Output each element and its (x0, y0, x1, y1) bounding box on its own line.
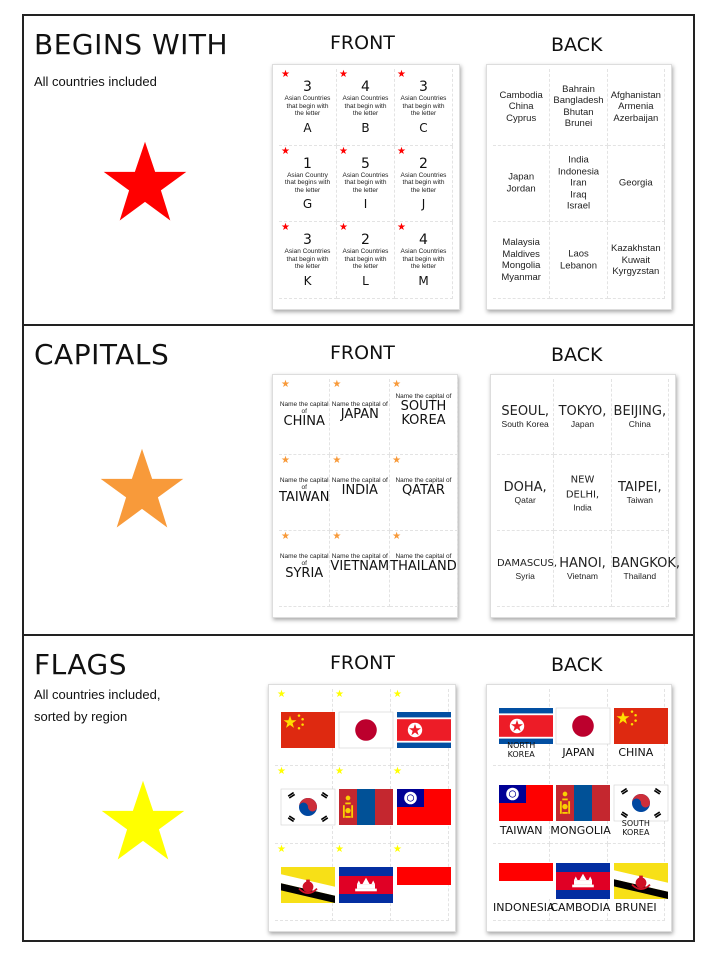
back-column-header: BACK (551, 344, 603, 366)
orange-star-icon: ★ (392, 379, 402, 390)
capital-prompt: Name the capital of (395, 393, 452, 400)
back-card (612, 455, 669, 531)
skorea-flag-icon (614, 785, 668, 821)
country-name: Mongolia (501, 260, 541, 272)
indonesia-flag-icon (499, 863, 553, 899)
capital-prompt: Name the capital of (395, 477, 452, 484)
capital-prompt: Name the capital of (331, 401, 388, 408)
back-card (550, 689, 607, 766)
front-card (279, 379, 330, 455)
back-card (497, 455, 554, 531)
front-card (391, 844, 449, 921)
mongolia-flag-icon (556, 785, 610, 821)
country-name: Cambodia (499, 89, 543, 101)
country-name: QATAR (401, 483, 445, 498)
red-star-icon: ★ (281, 145, 290, 157)
front-card (333, 689, 391, 766)
red-star-icon: ★ (339, 69, 348, 80)
country-name: BRUNEI (614, 901, 657, 914)
front-card (275, 689, 333, 766)
nkorea-flag-icon (499, 708, 553, 744)
capital-name: BANGKOK, (611, 555, 680, 571)
yellow-star-icon: ★ (393, 843, 402, 855)
front-card (390, 379, 458, 455)
yellow-star-icon: ★ (335, 689, 344, 700)
country-name: Taiwan (626, 494, 654, 505)
capital-prompt: Name the capital of (279, 553, 329, 567)
section-subtitle: All countries included (34, 74, 157, 89)
yellow-star-icon: ★ (335, 843, 344, 855)
country-name: JAPAN (562, 746, 595, 760)
back-card (493, 69, 550, 146)
yellow-star-icon: ★ (277, 689, 286, 700)
country-name: Maldives (502, 248, 540, 260)
country-name: China (628, 418, 651, 429)
skorea-flag-icon (281, 789, 335, 825)
orange-star-icon: ★ (281, 455, 290, 466)
back-card (550, 69, 607, 146)
capital-prompt: Name the capital of (331, 553, 388, 560)
back-card (608, 766, 665, 843)
red-star-icon: ★ (339, 222, 348, 234)
country-name: Azerbaijan (613, 112, 659, 124)
country-name: India (568, 154, 589, 166)
china-flag-icon (614, 708, 668, 744)
front-card: ★ 3 Asian Countries that begin with the letter A (279, 69, 337, 146)
back-card (550, 844, 611, 921)
back-card (493, 222, 550, 299)
country-name: Lebanon (560, 260, 597, 272)
country-name: Afghanistan (610, 89, 661, 101)
orange-star-icon: ★ (332, 531, 342, 542)
front-card (275, 844, 333, 921)
country-name: Cyprus (506, 112, 537, 124)
country-name: Jordan (506, 183, 536, 195)
front-card: ★ 2 Asian Countries that begin with the letter J (395, 146, 453, 223)
front-card: ★ 1 Asian Country that begins with the letter G (279, 146, 337, 223)
red-star-icon: ★ (281, 222, 290, 234)
front-card: ★ 3 Asian Countries that begin with the letter K (279, 222, 337, 299)
front-card (333, 844, 391, 921)
back-card (554, 531, 611, 607)
front-card (275, 766, 333, 843)
capital-name: HANOI, (559, 555, 606, 571)
red-star-icon: ★ (397, 69, 406, 80)
back-card (612, 379, 669, 455)
japan-flag-icon (556, 708, 610, 744)
section-title: FLAGS (34, 648, 127, 681)
front-card (390, 455, 458, 531)
front-card (391, 766, 449, 843)
country-name: JAPAN (340, 407, 379, 422)
front-card (330, 531, 390, 607)
country-name: South Korea (501, 418, 549, 429)
capital-prompt: Name the capital of (395, 553, 452, 560)
country-name: MONGOLIA (550, 823, 611, 837)
country-name: SYRIA (285, 566, 324, 581)
orange-star-icon: ★ (281, 531, 290, 542)
front-card (330, 379, 390, 455)
yellow-star-icon: ★ (335, 766, 344, 778)
back-card (497, 379, 554, 455)
country-name: Laos (568, 248, 589, 260)
country-name: CHINA (283, 414, 325, 429)
capital-name: BEIJING, (613, 403, 667, 419)
country-name: INDIA (341, 483, 378, 498)
back-card (493, 689, 550, 766)
yellow-star-icon (100, 780, 186, 864)
back-card-sheet (486, 64, 672, 310)
back-card-sheet (490, 374, 680, 618)
front-card-sheet (272, 64, 460, 310)
front-card (279, 531, 330, 607)
back-card (608, 844, 665, 921)
section-capitals (24, 326, 693, 636)
country-name: Israel (566, 200, 591, 212)
country-name: Georgia (618, 177, 653, 189)
red-star-icon: ★ (339, 145, 348, 157)
back-card (497, 531, 558, 607)
country-name: INDONESIA (493, 901, 555, 914)
front-card (330, 455, 390, 531)
yellow-star-icon: ★ (277, 766, 286, 778)
front-card: ★ 4 Asian Countries that begin with the letter M (395, 222, 453, 299)
country-name: Armenia (618, 101, 654, 113)
country-name: SOUTH KOREA (621, 818, 650, 837)
orange-star-icon: ★ (392, 455, 402, 466)
mongolia-flag-icon (339, 789, 393, 825)
back-card (608, 222, 665, 299)
front-card (391, 689, 449, 766)
section-flags (24, 636, 693, 942)
orange-star-icon: ★ (332, 379, 342, 390)
section-title: CAPITALS (34, 338, 170, 371)
country-name: Kuwait (621, 254, 651, 266)
country-name: Japan (508, 171, 535, 183)
country-name: Bangladesh (553, 95, 604, 107)
country-name: China (508, 101, 534, 113)
section-begins-with (24, 16, 693, 326)
capital-name: SEOUL, (501, 403, 549, 419)
country-name: Syria (515, 570, 535, 581)
back-card (611, 531, 680, 607)
cambodia-flag-icon (556, 863, 610, 899)
country-name: Iran (570, 177, 587, 189)
capital-name: TAIPEI, (617, 479, 662, 495)
country-name: Japan (570, 418, 595, 429)
orange-star-icon: ★ (392, 531, 402, 542)
capital-prompt: Name the capital of (279, 401, 329, 415)
country-name: Indonesia (557, 166, 600, 178)
front-card (333, 766, 391, 843)
country-name: India (573, 502, 592, 512)
orange-star-icon (99, 448, 185, 532)
front-column-header: FRONT (330, 342, 395, 364)
country-name: Bahrain (562, 83, 595, 95)
country-name: Bhutan (563, 106, 594, 118)
back-column-header: BACK (551, 654, 603, 676)
front-card-sheet (268, 684, 456, 932)
back-card (550, 146, 607, 223)
nkorea-flag-icon (397, 712, 451, 748)
red-star-icon: ★ (281, 69, 290, 80)
capital-name: DOHA, (503, 479, 547, 495)
country-name: SOUTH KOREA (400, 399, 447, 428)
orange-star-icon: ★ (281, 379, 290, 390)
section-title: BEGINS WITH (34, 28, 229, 61)
country-name: VIETNAM (330, 559, 390, 574)
taiwan-flag-icon (397, 789, 451, 825)
front-card (390, 531, 458, 607)
back-card (554, 379, 611, 455)
front-card: ★ 5 Asian Countries that begin with the letter I (337, 146, 395, 223)
country-name: Vietnam (566, 570, 598, 581)
capital-prompt: Name the capital of (279, 477, 329, 491)
back-card (550, 222, 607, 299)
back-card (493, 146, 550, 223)
back-card (550, 766, 611, 843)
back-column-header: BACK (551, 34, 603, 56)
capital-name: DAMASCUS, (497, 557, 558, 569)
back-card (608, 146, 665, 223)
brunei-flag-icon (614, 863, 668, 899)
yellow-star-icon: ★ (393, 766, 402, 778)
china-flag-icon (281, 712, 335, 748)
back-card-sheet (486, 684, 672, 932)
japan-flag-icon (339, 712, 393, 748)
capital-name: TOKYO, (558, 403, 607, 419)
country-name: CHINA (618, 746, 654, 760)
country-name: Iraq (570, 189, 587, 201)
taiwan-flag-icon (499, 785, 553, 821)
country-name: Qatar (514, 494, 536, 505)
country-name: Brunei (564, 118, 593, 130)
front-card (279, 455, 330, 531)
capital-name: NEW DELHI, (565, 474, 600, 500)
country-name: THAILAND (390, 559, 457, 574)
indonesia-flag-icon (397, 867, 451, 885)
front-card: ★ 3 Asian Countries that begin with the letter C (395, 69, 453, 146)
front-card-sheet (272, 374, 458, 618)
country-name: NORTH KOREA (507, 741, 536, 760)
front-column-header: FRONT (330, 652, 395, 674)
country-name: Kazakhstan (610, 242, 661, 254)
country-name: TAIWAN (279, 490, 330, 505)
front-column-header: FRONT (330, 32, 395, 54)
brunei-flag-icon (281, 867, 335, 903)
country-name: Kyrgyzstan (612, 265, 660, 277)
orange-star-icon: ★ (332, 455, 342, 466)
back-card (493, 766, 550, 843)
cambodia-flag-icon (339, 867, 393, 903)
capital-prompt: Name the capital of (331, 477, 388, 484)
front-card: ★ 4 Asian Countries that begin with the letter B (337, 69, 395, 146)
country-name: TAIWAN (499, 823, 543, 837)
back-card (608, 689, 665, 766)
yellow-star-icon: ★ (393, 689, 402, 700)
back-card (608, 69, 665, 146)
worksheet-frame (22, 14, 695, 942)
back-card (493, 844, 555, 921)
back-card (554, 455, 611, 531)
country-name: CAMBODIA (550, 901, 611, 914)
section-subtitle: All countries included, sorted by region (34, 687, 161, 724)
red-star-icon: ★ (397, 145, 406, 157)
front-card: ★ 2 Asian Countries that begin with the letter L (337, 222, 395, 299)
country-name: Myanmar (501, 271, 541, 283)
country-name: Thailand (623, 570, 657, 581)
country-name: Malaysia (502, 237, 540, 249)
yellow-star-icon: ★ (277, 843, 286, 855)
red-star-icon: ★ (397, 222, 406, 234)
red-star-icon (102, 141, 188, 225)
